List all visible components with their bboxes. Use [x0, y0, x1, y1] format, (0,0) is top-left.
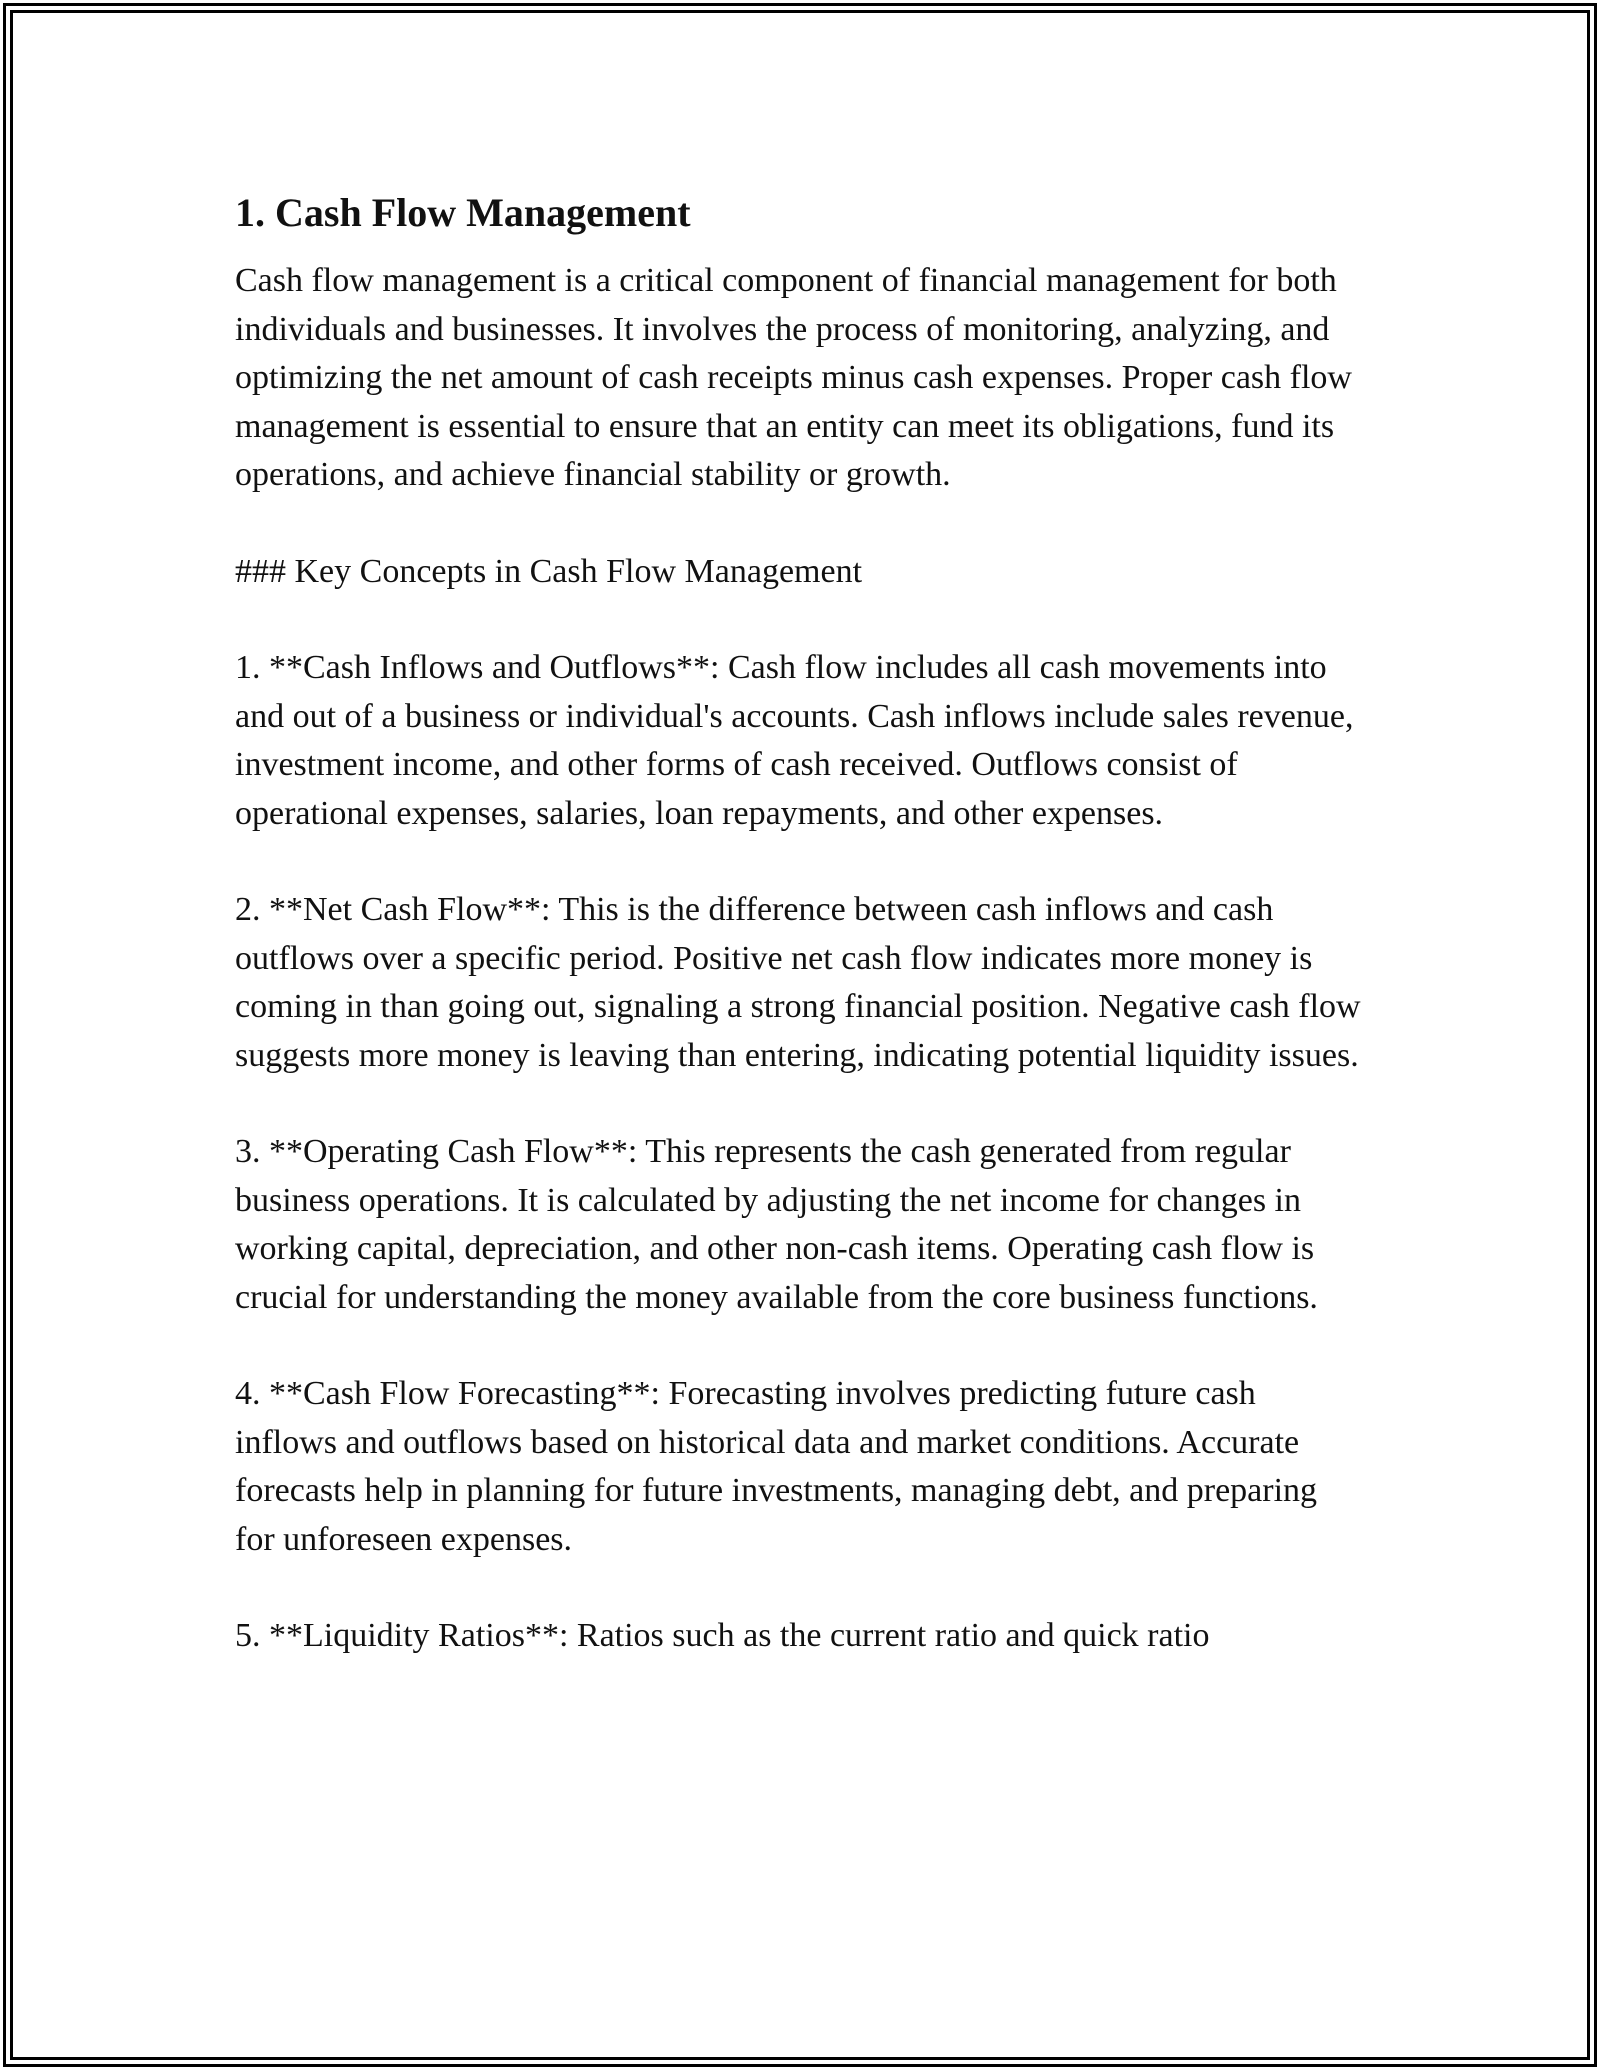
intro-paragraph: Cash flow management is a critical component of financial management for both individuals and businesses. It involves the process of monitoring, analyzing, and optimizing the net amount of cash receipts minus cash expenses. Proper cash flow management is essential to ensure that an entity can meet its obligations, fund its operations, and achieve financial stability or growth. — [235, 262, 1352, 493]
section-title: 1. Cash Flow Management — [235, 190, 691, 235]
concept-cash-inflows-outflows: 1. **Cash Inflows and Outflows**: Cash flow includes all cash movements into and out of a business or individual's accounts. Cash inflows include sales revenue, investment income, and other forms of cash received. Outflows consist of operational expenses, salaries, loan repayments, and other expenses. — [235, 649, 1354, 832]
subheading-key-concepts: ### Key Concepts in Cash Flow Management — [235, 552, 863, 590]
concept-cash-flow-forecasting: 4. **Cash Flow Forecasting**: Forecasting involves predicting future cash inflows and outflows based on historical data and market conditions. Accurate forecasts help in planning for future investments, managing debt, and preparing for unforeseen expenses. — [235, 1375, 1318, 1558]
document-body — [235, 187, 1365, 1709]
concept-operating-cash-flow: 3. **Operating Cash Flow**: This represents the cash generated from regular business operations. It is calculated by adjusting the net income for changes in working capital, depreciation, and other non-cash items. Operating cash flow is crucial for understanding the money available from the core business functions. — [235, 1133, 1318, 1316]
concept-liquidity-ratios: 5. **Liquidity Ratios**: Ratios such as the current ratio and quick ratio — [235, 1617, 1210, 1654]
concept-net-cash-flow: 2. **Net Cash Flow**: This is the difference between cash inflows and cash outflows over a specific period. Positive net cash flow indicates more money is coming in than going out, signaling a strong financial position. Negative cash flow suggests more money is leaving than entering, indicating potential liquidity issues. — [235, 891, 1361, 1074]
